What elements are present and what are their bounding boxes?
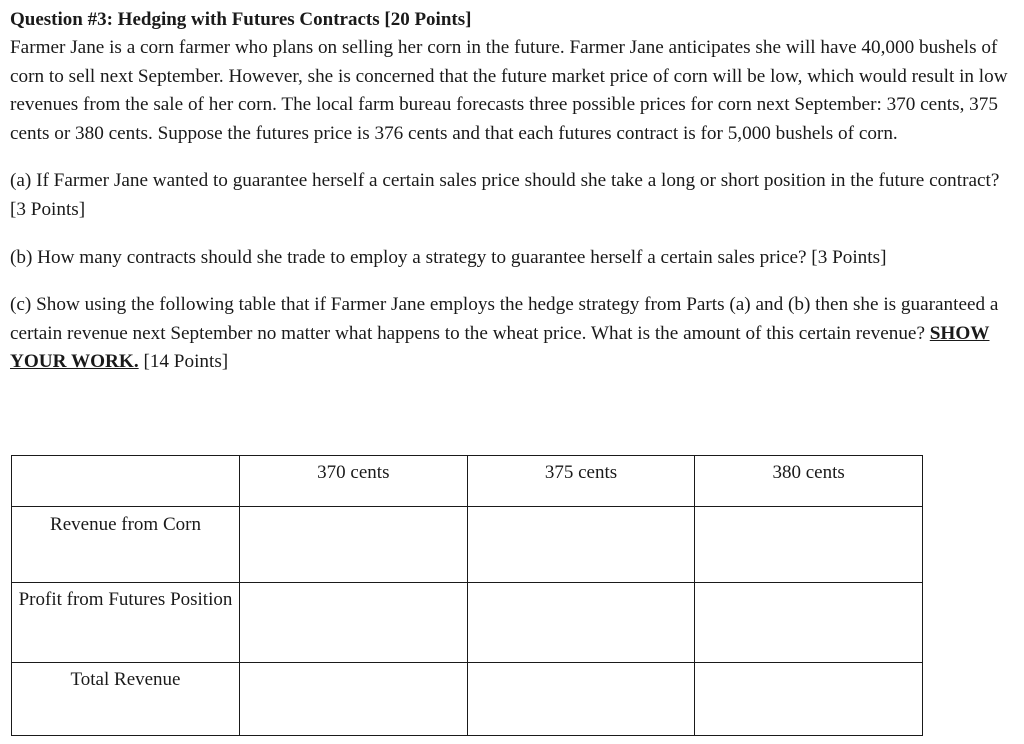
table-cell-empty xyxy=(467,583,695,663)
part-b-text: (b) How many contracts should she trade to employ a strategy to guarantee herself a certain sales price? [3 Points] xyxy=(10,246,887,268)
table-row xyxy=(12,663,923,736)
table-cell-empty xyxy=(240,507,468,583)
table-cell-empty xyxy=(240,583,468,663)
table-cell-empty xyxy=(467,663,695,736)
question-intro: Farmer Jane is a corn farmer who plans on selling her corn in the future. Farmer Jane anticipates she will have 40,000 bushels of corn to sell next September. However, she is concerned that the future market price of corn will be low, which would result in low revenues from the sale of her corn. The local farm bureau forecasts three possible prices for corn next September: 370 cents, 375 cents or 380 cents. Suppose the futures price is 376 cents and that each futures contract is for 5,000 bushels of corn. xyxy=(10,37,1008,144)
part-c-points: [14 Points] xyxy=(138,351,229,373)
table-row xyxy=(12,583,923,663)
table-header-row xyxy=(12,456,923,507)
table-header-375: 375 cents xyxy=(467,456,695,507)
row-label-revenue-from-corn: Revenue from Corn xyxy=(12,507,240,583)
table-cell-empty xyxy=(467,507,695,583)
question-page xyxy=(10,6,1015,377)
question-title: Question #3: Hedging with Futures Contracts [20 Points] xyxy=(10,9,472,30)
table-row xyxy=(12,507,923,583)
hedge-table xyxy=(11,455,923,736)
table-header-380: 380 cents xyxy=(695,456,923,507)
part-c-text xyxy=(10,291,1015,377)
part-c-emphasis: SHOW YOUR WORK. xyxy=(10,322,990,373)
table-cell-empty xyxy=(695,507,923,583)
part-a-text: (a) If Farmer Jane wanted to guarantee herself a certain sales price should she take a long or short position in the future contract? [3 Points] xyxy=(10,170,1000,220)
table-header-370: 370 cents xyxy=(240,456,468,507)
table-cell-empty xyxy=(695,663,923,736)
table-cell-empty xyxy=(695,583,923,663)
table-header-corner xyxy=(12,456,240,507)
row-label-profit-from-futures: Profit from Futures Position xyxy=(12,583,240,663)
table-cell-empty xyxy=(240,663,468,736)
part-c-body: (c) Show using the following table that if Farmer Jane employs the hedge strategy from Parts (a) and (b) then she is guaranteed a certain revenue next September no matter what happens to the wheat price. What is the amount of this certain revenue? xyxy=(10,294,999,344)
row-label-total-revenue: Total Revenue xyxy=(12,663,240,736)
